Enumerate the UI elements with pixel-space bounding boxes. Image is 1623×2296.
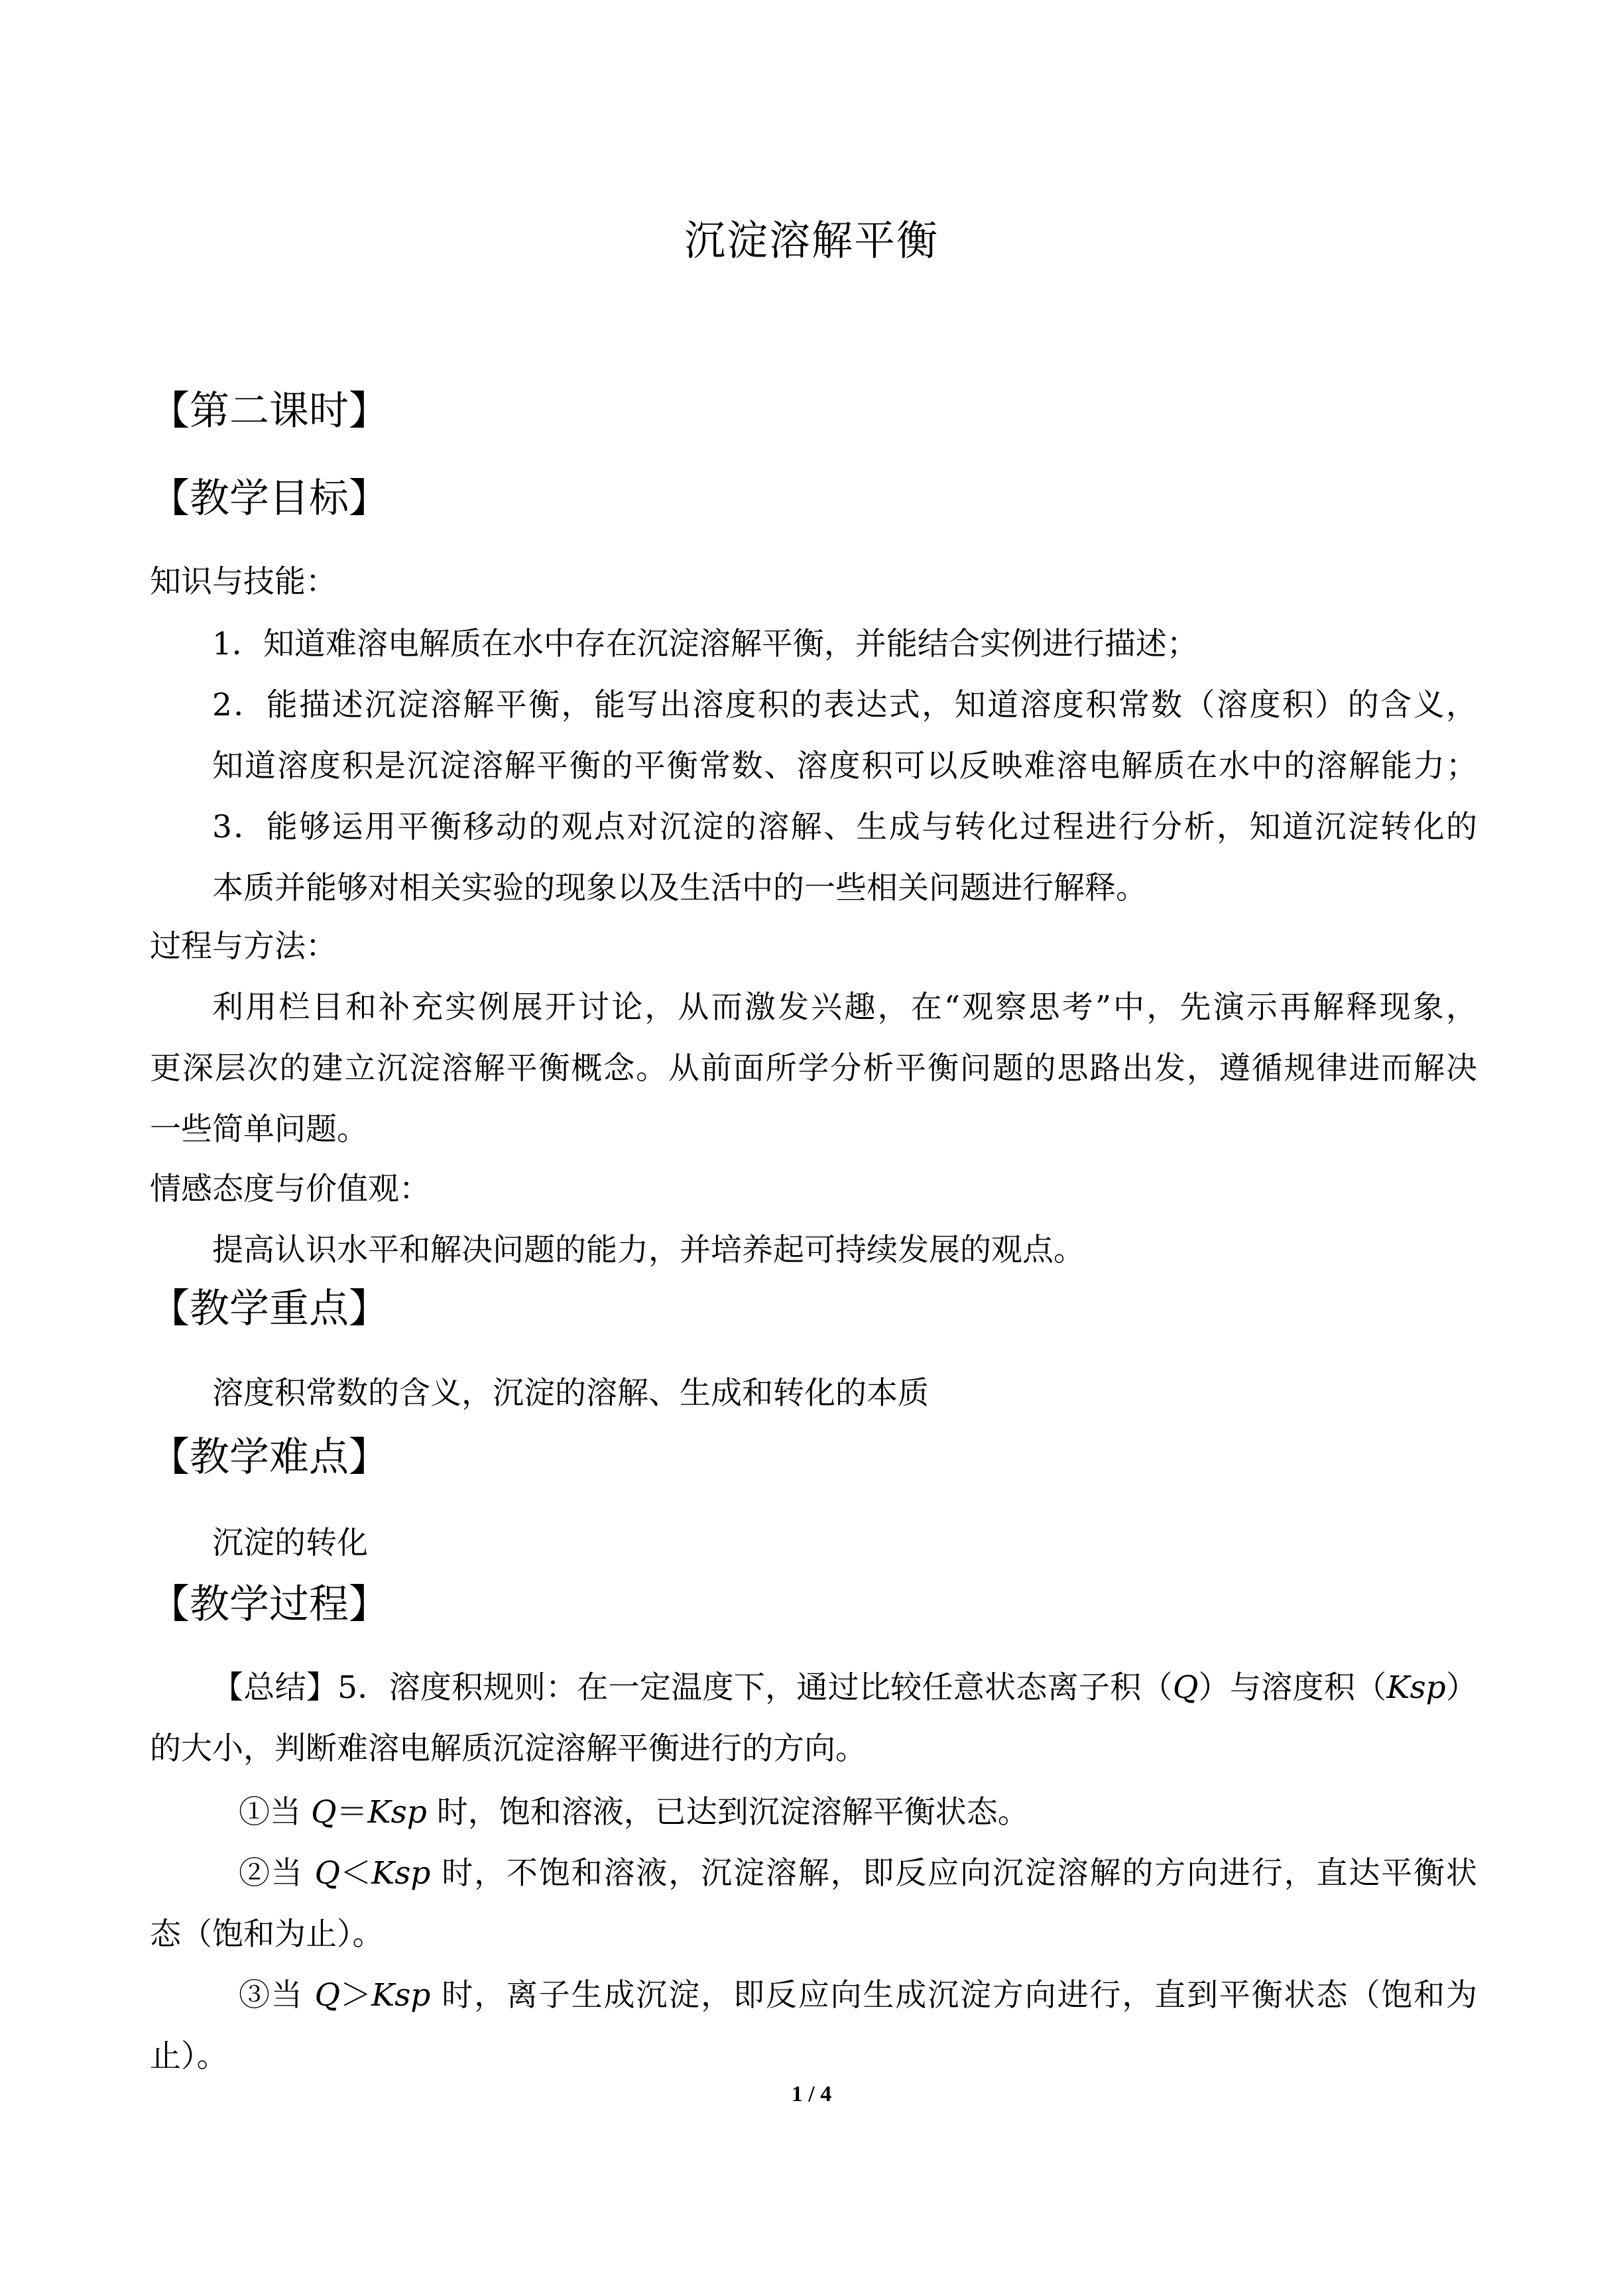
- page-number: 1 / 4: [791, 2082, 832, 2106]
- document-title: 沉淀溶解平衡: [684, 216, 939, 265]
- rule-2-continued: 态（饱和为止）。: [150, 1916, 384, 1953]
- rule-2-q: Q: [314, 1855, 341, 1892]
- rule-2-ksp: Ksp: [371, 1855, 431, 1892]
- summary-text-a2: ）与溶度积（: [1198, 1669, 1387, 1706]
- section-difficulties: 【教学难点】: [150, 1434, 389, 1480]
- objective-k2-a: 2．能描述沉淀溶解平衡，能写出溶度积的表达式，知道溶度积常数（溶度积）的含义，: [212, 687, 1477, 723]
- rule-1-text: 时，饱和溶液，已达到沉淀溶解平衡状态。: [426, 1794, 1029, 1831]
- rule-2-operator: ＜: [340, 1855, 372, 1892]
- rule-2-prefix: ②当: [239, 1855, 315, 1892]
- rule-3-ksp: Ksp: [371, 1977, 431, 2014]
- key-points-text: 溶度积常数的含义，沉淀的溶解、生成和转化的本质: [212, 1375, 929, 1412]
- attitude-label: 情感态度与价值观：: [150, 1171, 430, 1207]
- objective-k2-b: 知道溶度积是沉淀溶解平衡的平衡常数、溶度积可以反映难溶电解质在水中的溶解能力；: [212, 748, 1477, 784]
- rule-2-text: 时，不饱和溶液，沉淀溶解，即反应向沉淀溶解的方向进行，直达平衡状: [430, 1855, 1477, 1892]
- method-text-b: 更深层次的建立沉淀溶解平衡概念。从前面所学分析平衡问题的思路出发，遵循规律进而解决: [150, 1050, 1477, 1087]
- rule-1-q: Q: [310, 1794, 337, 1831]
- section-process: 【教学过程】: [150, 1581, 389, 1628]
- rule-1-prefix: ①当: [239, 1794, 311, 1831]
- rule-3-continued: 止）。: [150, 2038, 228, 2075]
- attitude-text: 提高认识水平和解决问题的能力，并培养起可持续发展的观点。: [212, 1232, 1085, 1268]
- difficulties-text: 沉淀的转化: [212, 1525, 368, 1561]
- objective-k3-a: 3．能够运用平衡移动的观点对沉淀的溶解、生成与转化过程进行分析，知道沉淀转化的: [212, 809, 1477, 845]
- rule-3: [239, 1973, 1477, 2018]
- section-lesson: 【第二课时】: [150, 388, 389, 434]
- method-label: 过程与方法：: [150, 928, 337, 965]
- rule-3-text: 时，离子生成沉淀，即反应向生成沉淀方向进行，直到平衡状态（饱和为: [430, 1977, 1477, 2014]
- rule-1-operator: ＝: [336, 1794, 368, 1831]
- knowledge-label: 知识与技能：: [150, 564, 337, 600]
- summary-text-a3: ）: [1445, 1669, 1478, 1706]
- summary-tag: 【总结】: [212, 1669, 338, 1706]
- summary-text-a1: 5．溶度积规则：在一定温度下，通过比较任意状态离子积（: [337, 1669, 1173, 1706]
- objective-k3-b: 本质并能够对相关实验的现象以及生活中的一些相关问题进行解释。: [212, 870, 1147, 906]
- method-text-c: 一些简单问题。: [150, 1111, 368, 1148]
- summary-line-a: [212, 1665, 1477, 1711]
- rule-2: [239, 1851, 1477, 1896]
- rule-3-q: Q: [314, 1977, 341, 2014]
- rule-1-ksp: Ksp: [367, 1794, 427, 1831]
- summary-line-b: 的大小，判断难溶电解质沉淀溶解平衡进行的方向。: [150, 1730, 867, 1767]
- section-objectives: 【教学目标】: [150, 475, 389, 522]
- symbol-q: Q: [1172, 1669, 1199, 1706]
- method-text-a: 利用栏目和补充实例展开讨论，从而激发兴趣，在“观察思考”中，先演示再解释现象，: [212, 989, 1477, 1026]
- section-key-points: 【教学重点】: [150, 1286, 389, 1332]
- rule-1: [239, 1790, 1029, 1835]
- objective-k1: 1．知道难溶电解质在水中存在沉淀溶解平衡，并能结合实例进行描述；: [212, 626, 1198, 662]
- rule-3-prefix: ③当: [239, 1977, 315, 2014]
- rule-3-operator: ＞: [340, 1977, 372, 2014]
- symbol-ksp: Ksp: [1386, 1669, 1446, 1706]
